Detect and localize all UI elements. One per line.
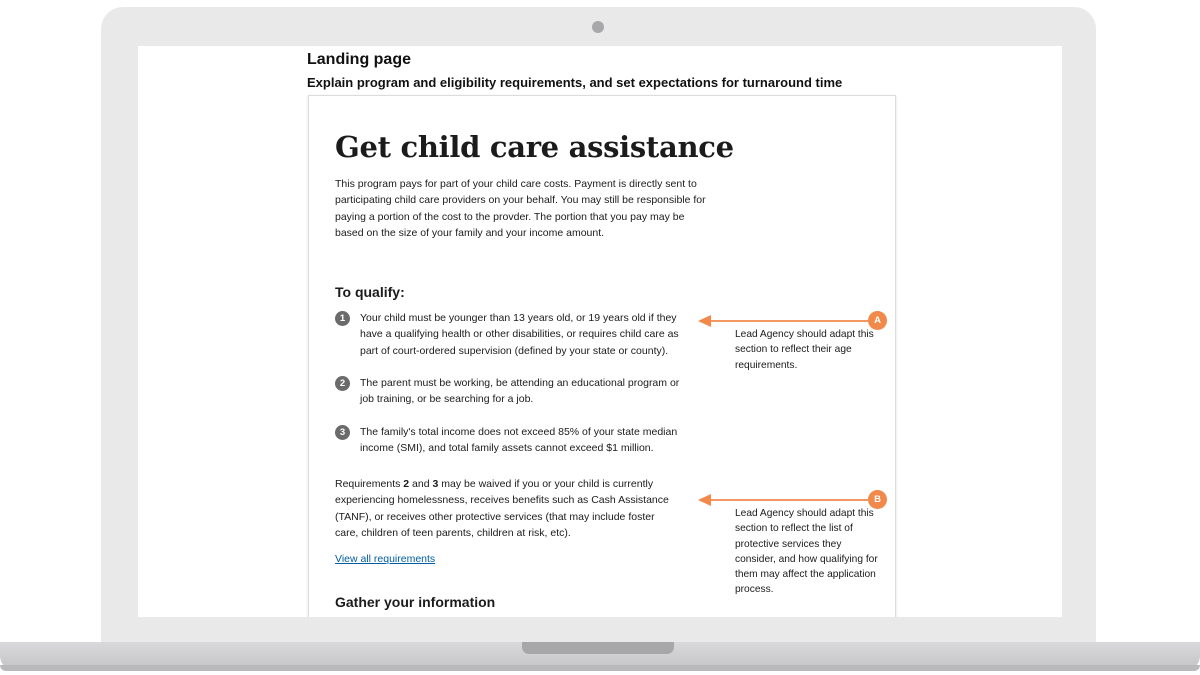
waiver-paragraph <box>335 476 670 542</box>
requirement-text: Your child must be younger than 13 years old, or 19 years old if they have a qualifying health or other disabilities, or requires child care as part of court-ordered supervision (defined by your state or county). <box>360 312 679 357</box>
slide-title: Landing page <box>307 51 411 68</box>
intro-paragraph: This program pays for part of your child care costs. Payment is directly sent to participating child care providers on your behalf. You may still be responsible for paying a portion of the cost to the provder. The portion that you pay may be based on the size of your family and your income amount. <box>335 178 706 240</box>
annotation-badge-b: B <box>868 490 887 509</box>
step-number-badge: 1 <box>335 311 350 326</box>
requirement-text: The parent must be working, be attending an educational program or job training, or be searching for a job. <box>360 377 680 406</box>
camera-icon <box>592 21 604 33</box>
waiver-requirement-b: 3 <box>432 478 439 490</box>
qualify-heading: To qualify: <box>335 284 405 300</box>
waiver-requirement-a: 2 <box>403 478 410 490</box>
waiver-conjunction: and <box>409 478 433 490</box>
gather-information-heading: Gather your information <box>335 594 496 610</box>
annotation-note-a: Lead Agency should adapt this section to reflect their age requirements. <box>735 329 874 371</box>
page-heading: Get child care assistance <box>335 130 734 164</box>
slide-subtitle: Explain program and eligibility requirements, and set expectations for turnaround time <box>307 75 843 90</box>
laptop-screen <box>138 46 1062 617</box>
laptop-notch <box>522 642 674 654</box>
waiver-prefix: Requirements <box>335 478 404 490</box>
requirement-text: The family's total income does not exceed 85% of your state median income (SMI), and total family assets cannot exceed $1 million. <box>360 426 678 455</box>
step-number-badge: 3 <box>335 425 350 440</box>
laptop-base-shadow <box>0 665 1200 671</box>
waiver-suffix: may be waived if you or your child is currently experiencing homelessness, receives benefits such as Cash Assistance (TANF), or receives other protective services (that may include foster care, children of teen parents, children at risk, etc). <box>335 478 669 540</box>
view-all-requirements-link[interactable]: View all requirements <box>335 553 436 565</box>
annotation-note-b: Lead Agency should adapt this section to reflect the list of protective services they consider, and how qualifying for them may affect the application process. <box>735 508 878 596</box>
annotation-badge-a: A <box>868 311 887 330</box>
step-number-badge: 2 <box>335 376 350 391</box>
